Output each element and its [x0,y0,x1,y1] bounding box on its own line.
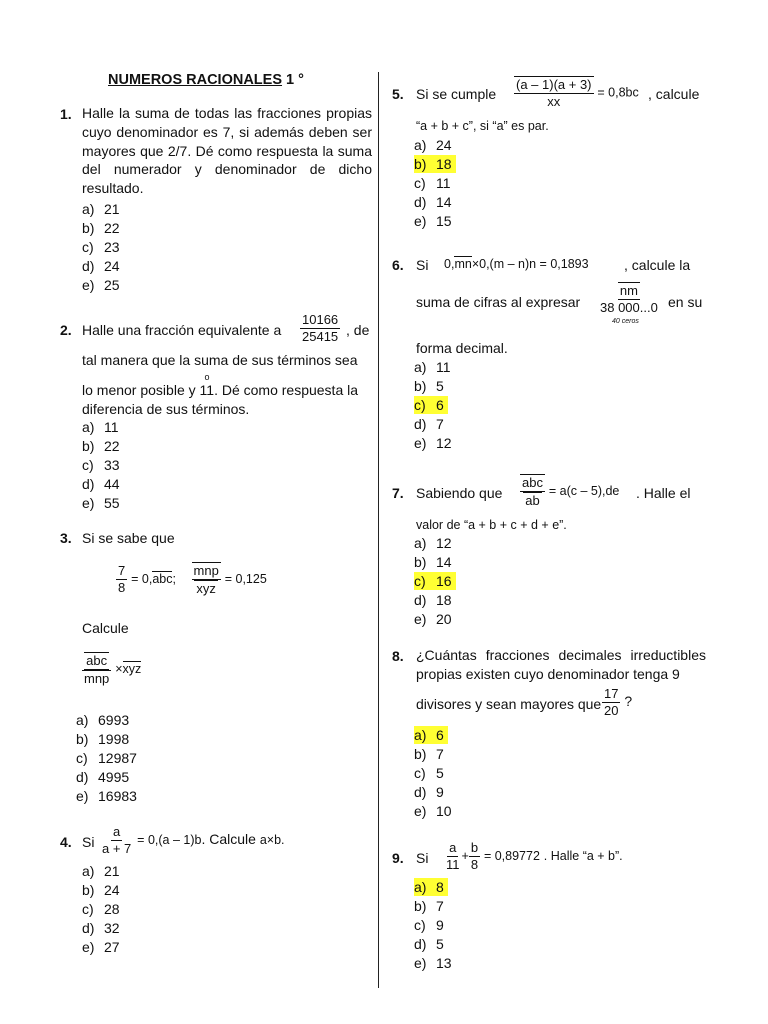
math-expression: $\frac{a}{11}$ + $\frac{b}{8}$ = 0,89772 . Halle “a + b”. [446,840,623,872]
question-line: , de [346,322,370,338]
question-line: , calcule [648,86,700,102]
option-a[interactable]: a) 21 [82,863,120,879]
question-number: 5. [392,86,404,102]
option-a-highlighted[interactable]: a) 6 [414,726,448,744]
question-line: Si [416,850,429,866]
question-line: “a + b + c”, si “a” es par. [416,119,549,133]
option-e[interactable]: e) 13 [414,955,452,971]
option-b[interactable]: b) 22 [82,220,120,236]
question-number: 2. [60,322,72,338]
option-e[interactable]: e) 55 [82,495,120,511]
option-d[interactable]: d) 5 [414,936,444,952]
option-a[interactable]: a) 21 [82,201,120,217]
question-number: 8. [392,648,404,664]
question-number: 6. [392,257,404,273]
option-e[interactable]: e) 16983 [76,788,137,804]
option-c-highlighted[interactable]: c) 16 [414,572,456,590]
question-line: Si se sabe que [82,530,175,546]
option-a[interactable]: a) 12 [414,535,452,551]
option-d[interactable]: d) 32 [82,920,120,936]
option-b[interactable]: b) 14 [414,554,452,570]
option-d[interactable]: d) 44 [82,476,120,492]
option-d[interactable]: d) 18 [414,592,452,608]
option-e[interactable]: e) 10 [414,803,452,819]
question-line: en su [668,294,703,310]
fraction: $\frac{10166}{25415}$ [302,312,339,344]
brace-label: 40 ceros [612,318,639,325]
column-divider [378,72,379,988]
question-line: , calcule la [624,257,691,273]
option-a[interactable]: a) 11 [82,419,119,435]
question-line: Halle una fracción equivalente a [82,322,282,338]
option-b[interactable]: b) 7 [414,898,444,914]
math-expression: $\frac{\text{abc}}{\text{mnp}}$ ×xyz [84,653,142,686]
question-line: Si [82,834,95,850]
question-line: suma de cifras al expresar [416,294,581,310]
question-number: 4. [60,834,72,850]
math-expression: $\frac{7}{8}$ = 0,abc; $\frac{\text{mnp}}{\text{xyz}}$ = 0,125 [118,563,267,596]
option-c[interactable]: c) 9 [414,917,444,933]
option-e[interactable]: e) 25 [82,277,120,293]
option-e[interactable]: e) 20 [414,611,452,627]
option-c[interactable]: c) 28 [82,901,120,917]
option-e[interactable]: e) 15 [414,213,452,229]
option-b[interactable]: b) 7 [414,746,444,762]
option-c-highlighted[interactable]: c) 6 [414,396,448,414]
title-grade: 1 ° [286,72,304,88]
option-a[interactable]: a) 11 [414,359,451,375]
option-b[interactable]: b) 24 [82,882,120,898]
option-d[interactable]: d) 24 [82,258,120,274]
option-a[interactable]: a) 24 [414,137,452,153]
math-expression: $\frac{nm}{38 000...0}$ [600,283,658,315]
question-line: diferencia de sus términos. [82,401,250,417]
option-c[interactable]: c) 11 [414,175,451,191]
option-a[interactable]: a) 6993 [76,712,130,728]
question-text: ¿Cuántas fracciones decimales irreductibles propias existen cuyo denominador tenga 9 [416,647,706,682]
question-line: forma decimal. [416,340,508,356]
question-line: Si se cumple [416,86,497,102]
math-expression: $\frac{a}{a + 7}$ = 0,(a – 1)b. Calcule a×b. [102,824,285,856]
question-text: Halle la suma de todas las fracciones propias cuyo denominador es 7, si además deben ser mayores que 2/7. Dé como respuesta la suma del numerador y denominador de dicho resultado. [82,105,372,197]
question-number: 3. [60,530,72,546]
option-d[interactable]: d) 9 [414,784,444,800]
option-e[interactable]: e) 27 [82,939,120,955]
question-line: valor de “a + b + c + d + e”. [416,518,567,532]
question-line: divisores y sean mayores que [416,696,602,712]
option-b[interactable]: b) 5 [414,378,444,394]
option-e[interactable]: e) 12 [414,435,452,451]
question-line: lo menor posible y o 11. Dé como respuesta la [82,372,359,398]
option-d[interactable]: d) 4995 [76,769,130,785]
question-line: Calcule [82,620,129,636]
option-c[interactable]: c) 23 [82,239,120,255]
question-line: tal manera que la suma de sus términos sea [82,352,358,368]
question-number: 7. [392,485,404,501]
option-c[interactable]: c) 5 [414,765,444,781]
option-a-highlighted[interactable]: a) 8 [414,878,448,896]
question-number: 1. [60,106,72,122]
option-b[interactable]: b) 1998 [76,731,130,747]
math-expression: $\frac{\text{abc}}{ab}$ = a(c – 5),de [522,475,620,508]
option-c[interactable]: c) 33 [82,457,120,473]
option-b[interactable]: b) 22 [82,438,120,454]
option-b-highlighted[interactable]: b) 18 [414,155,456,173]
option-d[interactable]: d) 14 [414,194,452,210]
question-line: . Halle el [636,485,691,501]
math-expression: $\frac{17}{20}$ ? [604,686,633,718]
option-d[interactable]: d) 7 [414,416,444,432]
title-text: NUMEROS RACIONALES [108,72,283,88]
question-number: 9. [392,850,404,866]
math-expression: 0,mn×0,(m – n)n = 0,1893 [444,257,589,271]
question-line: Sabiendo que [416,485,503,501]
page-title [108,72,304,88]
question-line: Si [416,257,429,273]
math-expression: $\frac{(a - 1)(a + 3)}{xx}$ = 0,8bc [516,77,639,109]
option-c[interactable]: c) 12987 [76,750,137,766]
